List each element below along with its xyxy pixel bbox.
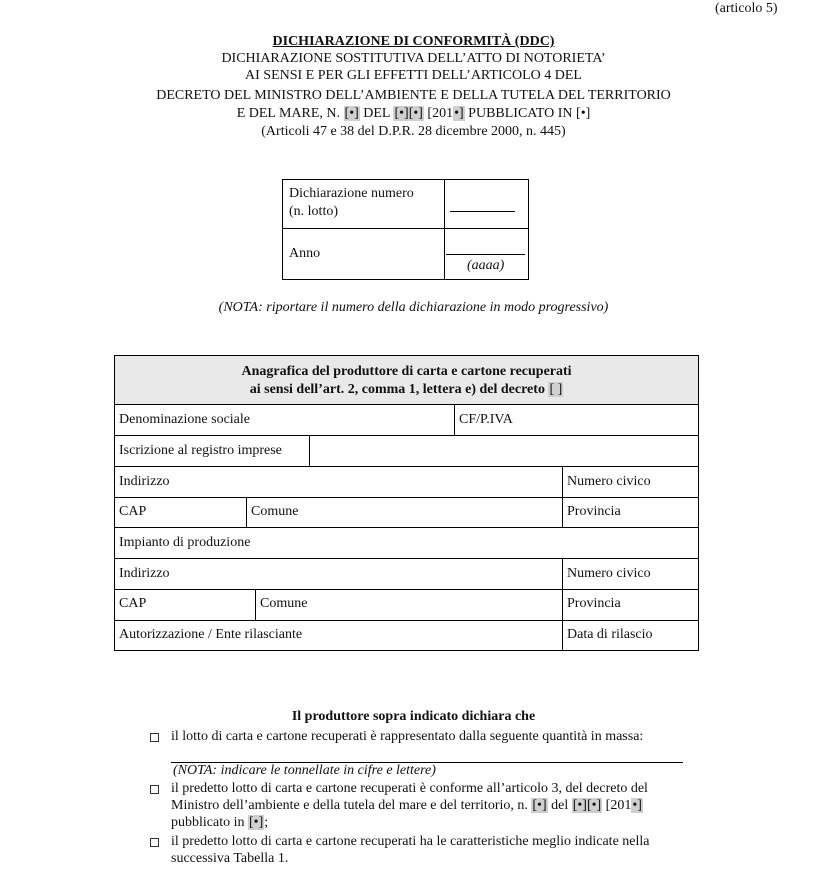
- conformity-line-1: il predetto lotto di carta e cartone recuperati è conforme all’articolo 3, del decreto del: [171, 781, 648, 796]
- producer-table-header-line2: [114, 382, 699, 398]
- header-line-4: [0, 106, 827, 122]
- declaration-item-quantity: il lotto di carta e cartone recuperati è rappresentato dalla seguente quantità in massa:: [171, 729, 644, 744]
- row-line-7: [114, 589, 699, 590]
- label-comune-2: Comune: [260, 596, 308, 611]
- decree-ref-placeholder: [ ]: [549, 382, 563, 397]
- label-iscrizione: Iscrizione al registro imprese: [119, 443, 282, 458]
- decree-date-placeholder: [•][•]: [394, 106, 423, 121]
- characteristics-line-1: il predetto lotto di carta e cartone recuperati ha le caratteristiche meglio indicate nella: [171, 834, 650, 849]
- declaration-item-characteristics: [171, 833, 683, 867]
- col-line-comune-2: [255, 589, 256, 620]
- label-cap-2: CAP: [119, 596, 147, 611]
- year-format-hint: (aaaa): [467, 258, 505, 273]
- label-comune-1: Comune: [251, 504, 299, 519]
- label-impianto: Impianto di produzione: [119, 535, 251, 550]
- declaration-heading: Il produttore sopra indicato dichiara che: [291, 709, 536, 724]
- col-line-cf: [454, 404, 455, 435]
- header-line-2: AI SENSI E PER GLI EFFETTI DELL’ARTICOLO 4 DEL: [245, 68, 582, 83]
- row-line-6: [114, 558, 699, 559]
- declaration-number-field[interactable]: [450, 211, 515, 212]
- header-line-1: DICHIARAZIONE SOSTITUTIVA DELL’ATTO DI NOTORIETA’: [221, 51, 606, 66]
- row-line-3: [114, 466, 699, 467]
- col-line-iscrizione: [309, 435, 310, 466]
- label-provincia-2: Provincia: [567, 596, 621, 611]
- conformity-semicolon: ;: [264, 815, 269, 830]
- header-line-4-g: PUBBLICATO IN [•]: [464, 106, 591, 121]
- producer-table-header-line2-text: ai sensi dell’art. 2, comma 1, lettera e) del decreto: [249, 382, 545, 397]
- note-progressive-number: (NOTA: riportare il numero della dichiarazione in modo progressivo): [218, 300, 609, 315]
- label-indirizzo-2: Indirizzo: [119, 566, 170, 581]
- year-field[interactable]: [446, 254, 525, 255]
- declaration-box-divider-h: [282, 228, 529, 229]
- label-autorizzazione: Autorizzazione / Ente rilasciante: [119, 627, 303, 642]
- col-line-comune-1: [246, 497, 247, 527]
- conformity-year-placeholder: •]: [632, 798, 642, 813]
- declaration-item-conformity: [171, 780, 683, 831]
- characteristics-line-2: successiva Tabella 1.: [171, 851, 289, 866]
- label-denominazione: Denominazione sociale: [119, 412, 251, 427]
- col-line-civico-2: [562, 558, 563, 651]
- row-line-8: [114, 620, 699, 621]
- article-reference: (articolo 5): [715, 1, 778, 16]
- label-cap-1: CAP: [119, 504, 147, 519]
- row-line-2: [114, 435, 699, 436]
- label-civico-2: Numero civico: [567, 566, 651, 581]
- conformity-date-placeholder: [•][•]: [572, 798, 602, 813]
- conformity-line-3: [171, 814, 683, 831]
- label-civico-1: Numero civico: [567, 474, 651, 489]
- conformity-line-2-text: Ministro dell’ambiente e della tutela del mare e del territorio, n.: [171, 798, 532, 813]
- decree-number-placeholder: [•]: [344, 106, 359, 121]
- declaration-box: [282, 179, 529, 280]
- checkbox-quantity[interactable]: [150, 733, 159, 742]
- conformity-publication-placeholder: [•]: [249, 815, 264, 830]
- lot-number-label: (n. lotto): [289, 204, 338, 219]
- checkbox-characteristics[interactable]: [150, 838, 159, 847]
- label-indirizzo-1: Indirizzo: [119, 474, 170, 489]
- conformity-del: del: [547, 798, 572, 813]
- row-line-5: [114, 527, 699, 528]
- header-line-3: DECRETO DEL MINISTRO DELL’AMBIENTE E DELLA TUTELA DEL TERRITORIO: [156, 88, 671, 103]
- label-provincia-1: Provincia: [567, 504, 621, 519]
- header-line-4-e: [201: [423, 106, 454, 121]
- note-tonnellate: (NOTA: indicare le tonnellate in cifre e lettere): [173, 763, 436, 778]
- row-line-1: [114, 404, 699, 405]
- conformity-number-placeholder: [•]: [532, 798, 547, 813]
- producer-table-header-line1: Anagrafica del produttore di carta e cartone recuperati: [241, 364, 572, 379]
- conformity-line-2: [171, 797, 683, 814]
- row-line-4: [114, 497, 699, 498]
- conformity-pubblicato: pubblicato in: [171, 815, 248, 830]
- document-title: DICHIARAZIONE DI CONFORMITÀ (DDC): [272, 34, 555, 49]
- label-cf-piva: CF/P.IVA: [459, 412, 513, 427]
- conformity-year-prefix: [201: [602, 798, 632, 813]
- label-data-rilascio: Data di rilascio: [567, 627, 653, 642]
- header-line-5: (Articoli 47 e 38 del D.P.R. 28 dicembre 2000, n. 445): [261, 124, 566, 139]
- year-label: Anno: [289, 246, 321, 261]
- declaration-box-divider-v: [444, 179, 445, 280]
- header-line-4-c: DEL: [359, 106, 394, 121]
- decree-year-placeholder: •]: [454, 106, 464, 121]
- declaration-number-label: Dichiarazione numero: [289, 186, 414, 201]
- checkbox-conformity[interactable]: [150, 785, 159, 794]
- col-line-civico-1: [562, 466, 563, 527]
- producer-table: [114, 355, 699, 651]
- header-line-4-a: E DEL MARE, N.: [236, 106, 344, 121]
